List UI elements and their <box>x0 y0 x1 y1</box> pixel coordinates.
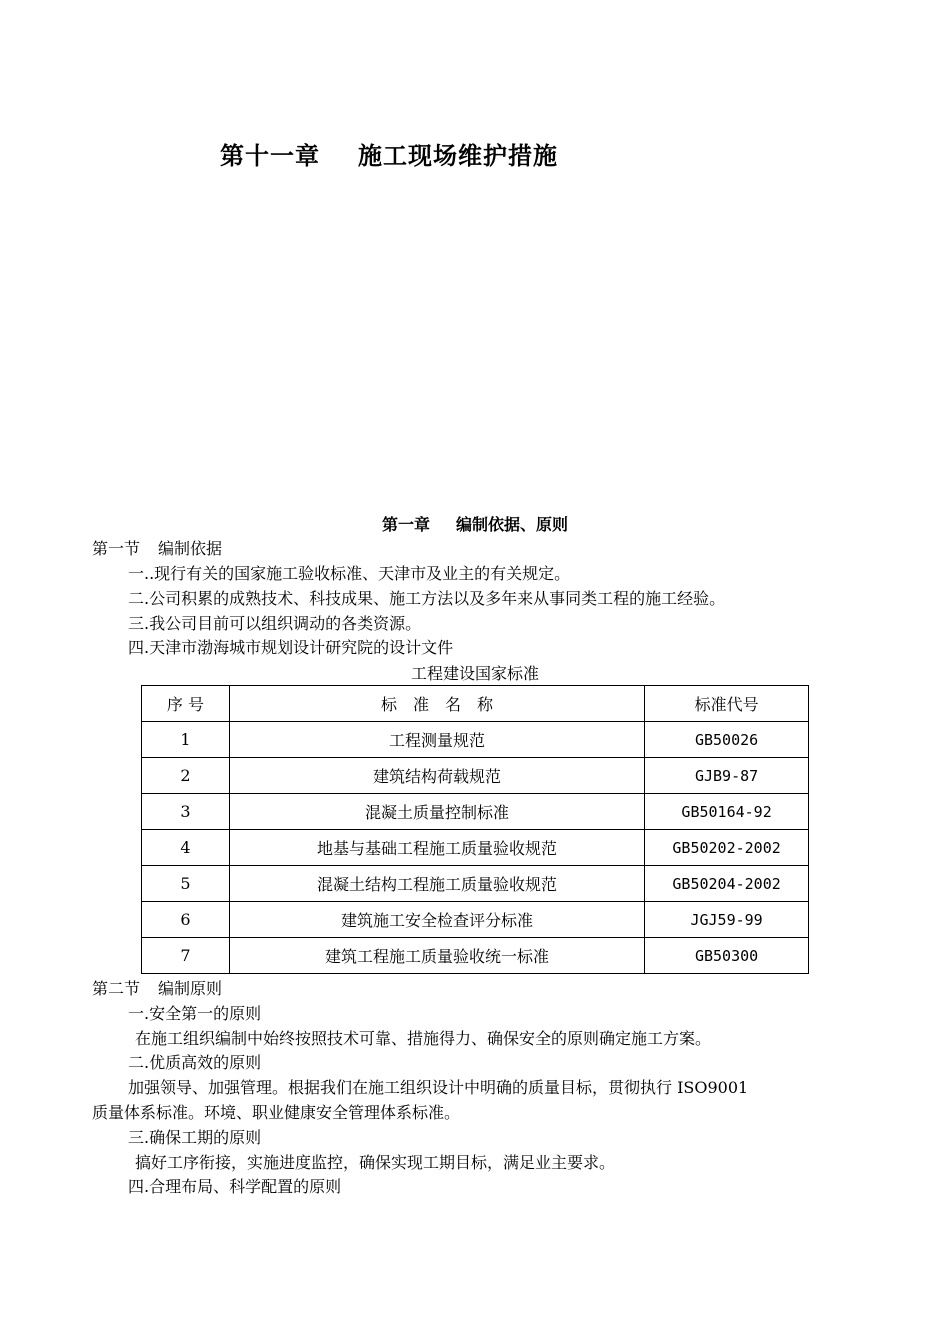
cell-index: 5 <box>142 866 230 902</box>
table-row <box>142 722 809 758</box>
section-number: 第二节 <box>92 979 141 998</box>
basis-item: 二.公司积累的成熟技术、科技成果、施工方法以及多年来从事同类工程的施工经验。 <box>128 589 726 608</box>
chapter-heading <box>0 512 950 535</box>
basis-item: 四.天津市渤海城市规划设计研究院的设计文件 <box>128 638 454 657</box>
cell-name: 混凝土结构工程施工质量验收规范 <box>229 866 644 902</box>
basis-item: 一..现行有关的国家施工验收标准、天津市及业主的有关规定。 <box>128 564 571 583</box>
cell-code: GB50204-2002 <box>645 866 809 902</box>
standards-table <box>141 685 809 974</box>
chapter-number: 第一章 <box>381 515 430 534</box>
principle-body: 加强领导、加强管理。根据我们在施工组织设计中明确的质量目标，贯彻执行 ISO9001 <box>128 1078 749 1097</box>
principle-body: 在施工组织编制中始终按照技术可靠、措施得力、确保安全的原则确定施工方案。 <box>135 1029 712 1048</box>
header-name: 标 准 名 称 <box>229 686 644 722</box>
section-title: 编制原则 <box>158 979 223 998</box>
section-heading-2 <box>92 977 222 1001</box>
table-row <box>142 938 809 974</box>
cell-code: JGJ59-99 <box>645 902 809 938</box>
table-row <box>142 758 809 794</box>
principle-heading: 四.合理布局、科学配置的原则 <box>128 1177 342 1196</box>
cell-name: 建筑施工安全检查评分标准 <box>229 902 644 938</box>
section-title: 编制依据 <box>158 539 223 558</box>
cell-name: 工程测量规范 <box>229 722 644 758</box>
cell-name: 混凝土质量控制标准 <box>229 794 644 830</box>
principle-body: 搞好工序衔接，实施进度监控，确保实现工期目标，满足业主要求。 <box>135 1153 616 1172</box>
section-heading-1 <box>92 537 222 561</box>
cell-name: 地基与基础工程施工质量验收规范 <box>229 830 644 866</box>
table-row <box>142 794 809 830</box>
principle-heading: 二.优质高效的原则 <box>128 1053 262 1072</box>
cell-code: GB50202-2002 <box>645 830 809 866</box>
header-index: 序 号 <box>142 686 230 722</box>
title-chapter: 第十一章 <box>220 141 320 170</box>
section-number: 第一节 <box>92 539 141 558</box>
principle-heading: 一.安全第一的原则 <box>128 1004 262 1023</box>
header-code: 标准代号 <box>645 686 809 722</box>
principle-body-continued: 质量体系标准。环境、职业健康安全管理体系标准。 <box>92 1103 461 1122</box>
table-row <box>142 830 809 866</box>
cell-code: GB50164-92 <box>645 794 809 830</box>
cell-index: 4 <box>142 830 230 866</box>
cell-code: GJB9-87 <box>645 758 809 794</box>
cell-index: 3 <box>142 794 230 830</box>
document-title <box>220 136 558 171</box>
table-caption: 工程建设国家标准 <box>410 664 539 683</box>
table-header-row <box>142 686 809 722</box>
title-text: 施工现场维护措施 <box>358 141 558 170</box>
basis-item: 三.我公司目前可以组织调动的各类资源。 <box>128 614 422 633</box>
cell-index: 6 <box>142 902 230 938</box>
cell-code: GB50026 <box>645 722 809 758</box>
cell-index: 1 <box>142 722 230 758</box>
cell-index: 7 <box>142 938 230 974</box>
chapter-title: 编制依据、原则 <box>456 515 569 534</box>
principle-heading: 三.确保工期的原则 <box>128 1128 262 1147</box>
cell-name: 建筑工程施工质量验收统一标准 <box>229 938 644 974</box>
table-row <box>142 902 809 938</box>
table-row <box>142 866 809 902</box>
cell-index: 2 <box>142 758 230 794</box>
cell-name: 建筑结构荷载规范 <box>229 758 644 794</box>
cell-code: GB50300 <box>645 938 809 974</box>
